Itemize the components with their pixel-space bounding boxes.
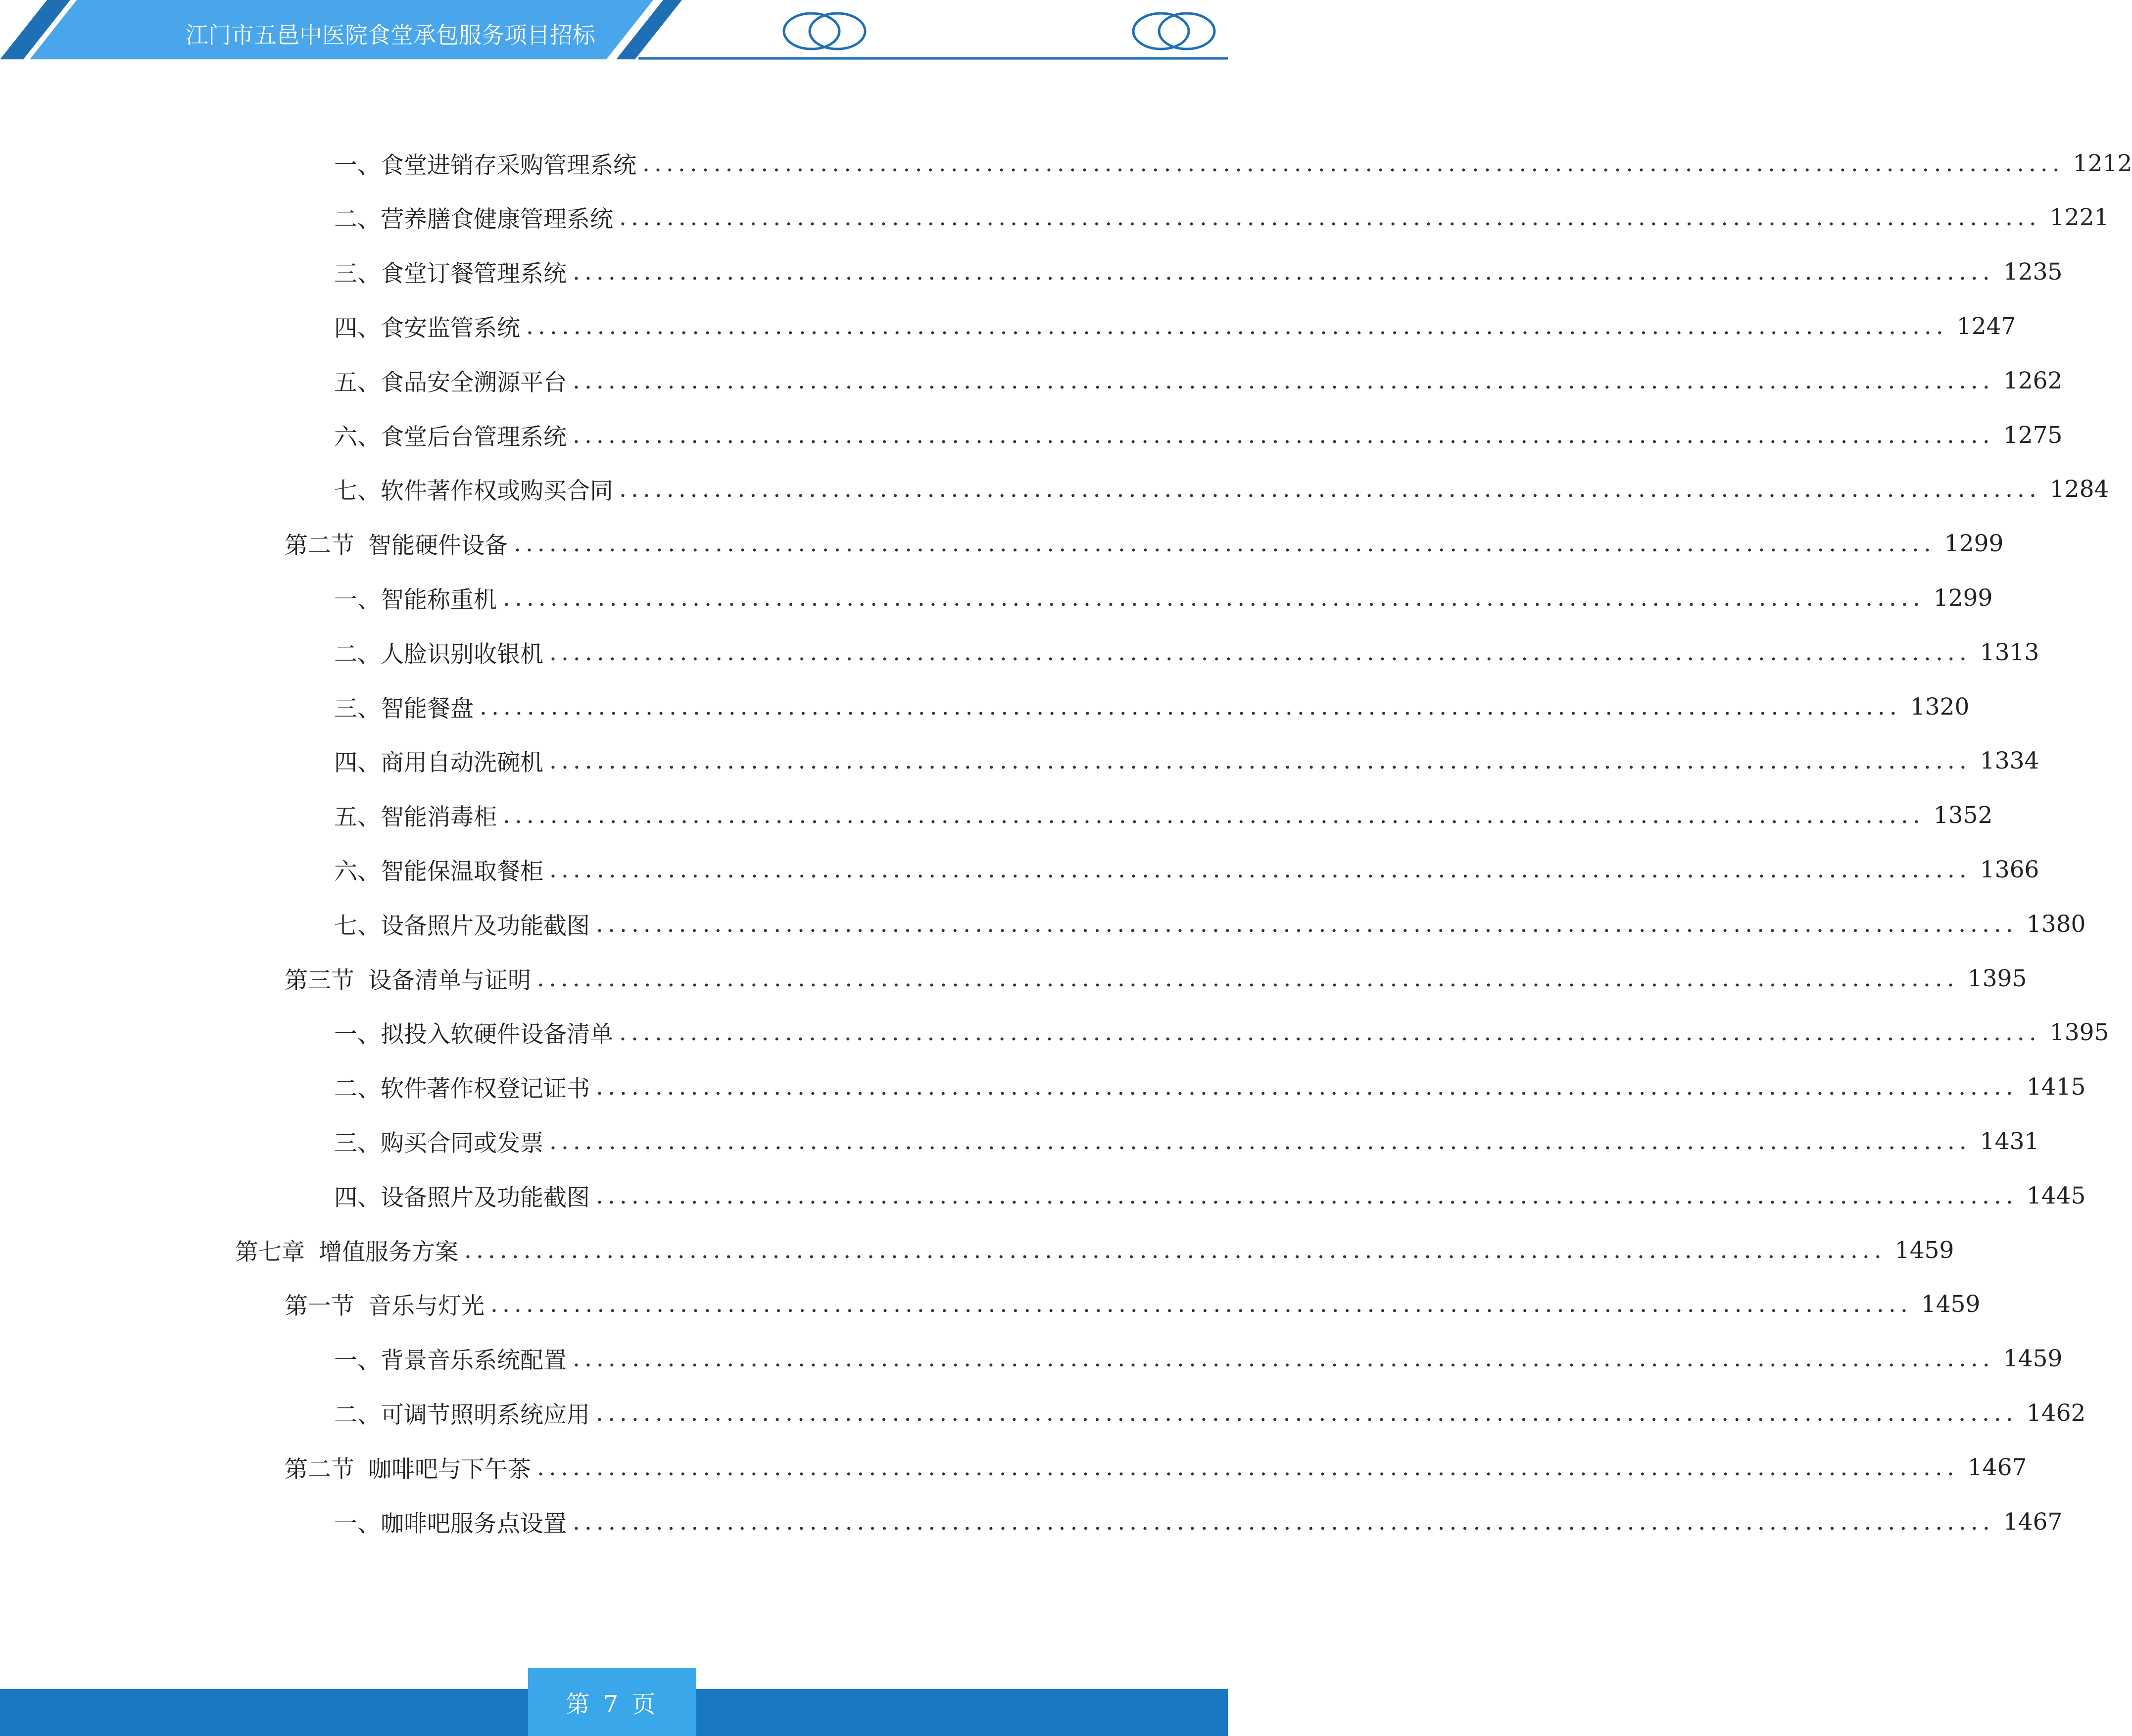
toc-entry-page: 1431 bbox=[1980, 1127, 2039, 1155]
toc-dot-leader: ........................................................................................................................ bbox=[503, 584, 1925, 612]
toc-entry-title: 商用自动洗碗机 bbox=[381, 749, 543, 777]
toc-entry-page: 1299 bbox=[1944, 530, 2004, 558]
toc-entry-page: 1212 bbox=[2073, 149, 2132, 177]
toc-dot-leader: ........................................................................................................................ bbox=[573, 367, 1994, 394]
toc-entry-page: 1415 bbox=[2026, 1073, 2086, 1101]
toc-entry-page: 1221 bbox=[2049, 204, 2109, 232]
toc-entry[interactable] bbox=[334, 904, 2086, 944]
toc-dot-leader: ........................................................................................................................ bbox=[619, 1019, 2041, 1047]
toc-entry-title: 软件著作权登记证书 bbox=[381, 1075, 590, 1103]
toc-entry-page: 1320 bbox=[1910, 693, 1970, 721]
toc-entry-page: 1467 bbox=[1967, 1453, 2027, 1481]
toc-entry-title: 设备照片及功能截图 bbox=[381, 1184, 590, 1211]
page-number: 第 7 页 bbox=[528, 1668, 696, 1736]
toc-entry[interactable] bbox=[285, 1285, 1981, 1324]
toc-entry-number: 二、 bbox=[334, 1401, 381, 1429]
toc-entry[interactable] bbox=[334, 632, 2039, 672]
toc-entry-number: 一、 bbox=[334, 151, 381, 179]
toc-dot-leader: ........................................................................................................................ bbox=[503, 802, 1925, 829]
toc-entry-page: 1380 bbox=[2026, 910, 2086, 938]
toc-entry[interactable] bbox=[334, 1502, 2063, 1542]
rings-logo-right bbox=[1133, 13, 1214, 49]
toc-entry-number: 二、 bbox=[334, 640, 381, 668]
toc-entry[interactable] bbox=[334, 1393, 2086, 1433]
toc-entry-number: 第三节 bbox=[285, 966, 354, 994]
toc-dot-leader: ........................................................................................................................ bbox=[596, 910, 2018, 938]
toc-dot-leader: ........................................................................................................................ bbox=[573, 421, 1994, 449]
toc-entry[interactable] bbox=[334, 687, 1970, 726]
toc-entry-title: 智能硬件设备 bbox=[368, 532, 508, 560]
toc-entry-number: 第七章 bbox=[235, 1238, 305, 1266]
toc-entry[interactable] bbox=[285, 524, 2004, 564]
toc-entry[interactable] bbox=[334, 470, 2109, 509]
toc-entry-title: 拟投入软硬件设备清单 bbox=[381, 1021, 613, 1049]
toc-entry[interactable] bbox=[334, 850, 2039, 889]
toc-entry-page: 1459 bbox=[1894, 1236, 1954, 1264]
toc-entry-number: 一、 bbox=[334, 586, 381, 614]
toc-entry-page: 1284 bbox=[2049, 476, 2109, 503]
toc-dot-leader: ........................................................................................................................ bbox=[596, 1182, 2018, 1209]
toc-entry[interactable] bbox=[334, 306, 2016, 346]
toc-entry[interactable] bbox=[334, 1176, 2086, 1215]
toc-entry-title: 音乐与灯光 bbox=[368, 1293, 485, 1320]
toc-entry-page: 1313 bbox=[1980, 638, 2039, 666]
toc-entry-number: 三、 bbox=[334, 695, 381, 723]
toc-entry-page: 1445 bbox=[2026, 1182, 2086, 1209]
toc-dot-leader: ........................................................................................................................ bbox=[549, 856, 1971, 883]
toc-entry-number: 五、 bbox=[334, 369, 381, 396]
toc-dot-leader: ........................................................................................................................ bbox=[537, 1453, 1959, 1481]
toc-entry-title: 食安监管系统 bbox=[381, 314, 520, 342]
toc-entry-number: 第一节 bbox=[285, 1293, 354, 1320]
toc-dot-leader: ........................................................................................................................ bbox=[549, 747, 1971, 775]
toc-entry[interactable] bbox=[334, 252, 2063, 292]
toc-entry[interactable] bbox=[334, 361, 2063, 400]
toc-dot-leader: ........................................................................................................................ bbox=[596, 1073, 2018, 1101]
page-header bbox=[0, 0, 1228, 69]
toc-entry-title: 咖啡吧与下午茶 bbox=[368, 1455, 531, 1483]
toc-entry[interactable] bbox=[334, 1121, 2039, 1161]
toc-dot-leader: ........................................................................................................................ bbox=[619, 204, 2041, 232]
toc-dot-leader: ........................................................................................................................ bbox=[480, 693, 1901, 721]
toc-dot-leader: ........................................................................................................................ bbox=[490, 1291, 1912, 1318]
toc-dot-leader: ........................................................................................................................ bbox=[573, 1345, 1994, 1373]
toc-entry-page: 1462 bbox=[2026, 1399, 2086, 1427]
toc-entry-number: 四、 bbox=[334, 749, 381, 777]
toc-entry[interactable] bbox=[334, 578, 1993, 618]
toc-entry[interactable] bbox=[334, 415, 2063, 455]
toc-entry-title: 食品安全溯源平台 bbox=[381, 369, 567, 396]
toc-entry-title: 设备清单与证明 bbox=[368, 966, 531, 994]
toc-entry-page: 1334 bbox=[1980, 747, 2039, 775]
toc-entry-number: 二、 bbox=[334, 206, 381, 234]
toc-entry[interactable] bbox=[285, 1447, 2027, 1487]
document-title: 江门市五邑中医院食堂承包服务项目招标 bbox=[186, 22, 595, 48]
toc-entry-number: 四、 bbox=[334, 314, 381, 342]
toc-dot-leader: ........................................................................................................................ bbox=[642, 149, 2064, 177]
toc-entry[interactable] bbox=[235, 1230, 1954, 1270]
toc-entry-number: 三、 bbox=[334, 1129, 381, 1157]
toc-entry-page: 1299 bbox=[1933, 584, 1993, 612]
toc-entry-page: 1395 bbox=[2049, 1019, 2109, 1047]
toc-entry-page: 1352 bbox=[1933, 802, 1993, 829]
toc-entry-number: 一、 bbox=[334, 1347, 381, 1375]
toc-entry-title: 可调节照明系统应用 bbox=[381, 1401, 590, 1429]
toc-dot-leader: ........................................................................................................................ bbox=[619, 476, 2041, 503]
toc-entry-title: 背景音乐系统配置 bbox=[381, 1347, 567, 1375]
toc-entry[interactable] bbox=[334, 1067, 2086, 1107]
toc-entry-title: 购买合同或发票 bbox=[381, 1129, 543, 1157]
toc-entry-page: 1262 bbox=[2003, 367, 2063, 394]
toc-entry-title: 设备照片及功能截图 bbox=[381, 912, 590, 940]
toc-entry-number: 三、 bbox=[334, 260, 381, 288]
toc-entry-number: 一、 bbox=[334, 1510, 381, 1538]
toc-entry-number: 七、 bbox=[334, 912, 381, 940]
toc-entry-title: 智能餐盘 bbox=[381, 695, 474, 723]
toc-entry-page: 1366 bbox=[1980, 856, 2039, 883]
toc-entry-title: 增值服务方案 bbox=[319, 1238, 458, 1266]
toc-entry-title: 食堂订餐管理系统 bbox=[381, 260, 567, 288]
toc-entry-title: 人脸识别收银机 bbox=[381, 640, 543, 668]
toc-dot-leader: ........................................................................................................................ bbox=[573, 258, 1994, 286]
toc-entry-title: 食堂后台管理系统 bbox=[381, 423, 567, 451]
toc-dot-leader: ........................................................................................................................ bbox=[537, 964, 1959, 992]
toc-entry-title: 智能保温取餐柜 bbox=[381, 858, 543, 885]
toc-entry-title: 食堂进销存采购管理系统 bbox=[381, 151, 636, 179]
toc-dot-leader: ........................................................................................................................ bbox=[573, 1508, 1994, 1536]
toc-entry[interactable] bbox=[334, 198, 2109, 238]
toc-entry-number: 四、 bbox=[334, 1184, 381, 1211]
toc-entry-page: 1395 bbox=[1967, 964, 2027, 992]
toc-entry[interactable] bbox=[334, 1339, 2063, 1379]
toc-entry-number: 六、 bbox=[334, 423, 381, 451]
toc-entry-title: 智能消毒柜 bbox=[381, 804, 497, 831]
toc-entry-page: 1459 bbox=[1921, 1291, 1981, 1318]
toc-dot-leader: ........................................................................................................................ bbox=[549, 638, 1971, 666]
toc-entry-page: 1235 bbox=[2003, 258, 2063, 286]
toc-entry-number: 七、 bbox=[334, 478, 381, 505]
toc-entry-page: 1275 bbox=[2003, 421, 2063, 449]
toc-entry-number: 第二节 bbox=[285, 532, 354, 560]
toc-entry[interactable] bbox=[334, 1013, 2109, 1053]
rings-logo-left bbox=[784, 13, 865, 49]
toc-dot-leader: ........................................................................................................................ bbox=[526, 312, 1948, 340]
toc-entry-number: 六、 bbox=[334, 858, 381, 885]
toc-entry[interactable] bbox=[334, 796, 1993, 835]
toc-entry-number: 第二节 bbox=[285, 1455, 354, 1483]
toc-entry-page: 1459 bbox=[2003, 1345, 2063, 1373]
toc-entry[interactable] bbox=[285, 959, 2027, 998]
toc-entry-number: 二、 bbox=[334, 1075, 381, 1103]
toc-entry-page: 1467 bbox=[2003, 1508, 2063, 1536]
toc-entry[interactable] bbox=[334, 741, 2039, 781]
toc-dot-leader: ........................................................................................................................ bbox=[596, 1399, 2018, 1427]
toc-dot-leader: ........................................................................................................................ bbox=[514, 530, 1936, 558]
toc-entry-title: 咖啡吧服务点设置 bbox=[381, 1510, 567, 1538]
toc-dot-leader: ........................................................................................................................ bbox=[464, 1236, 1886, 1264]
toc-entry-title: 智能称重机 bbox=[381, 586, 497, 614]
toc-entry-title: 软件著作权或购买合同 bbox=[381, 478, 613, 505]
toc-entry-page: 1247 bbox=[1956, 312, 2016, 340]
toc-entry-number: 一、 bbox=[334, 1021, 381, 1049]
toc-entry[interactable] bbox=[334, 144, 2132, 183]
toc-entry-title: 营养膳食健康管理系统 bbox=[381, 206, 613, 234]
toc-entry-number: 五、 bbox=[334, 804, 381, 831]
toc-dot-leader: ........................................................................................................................ bbox=[549, 1127, 1971, 1155]
